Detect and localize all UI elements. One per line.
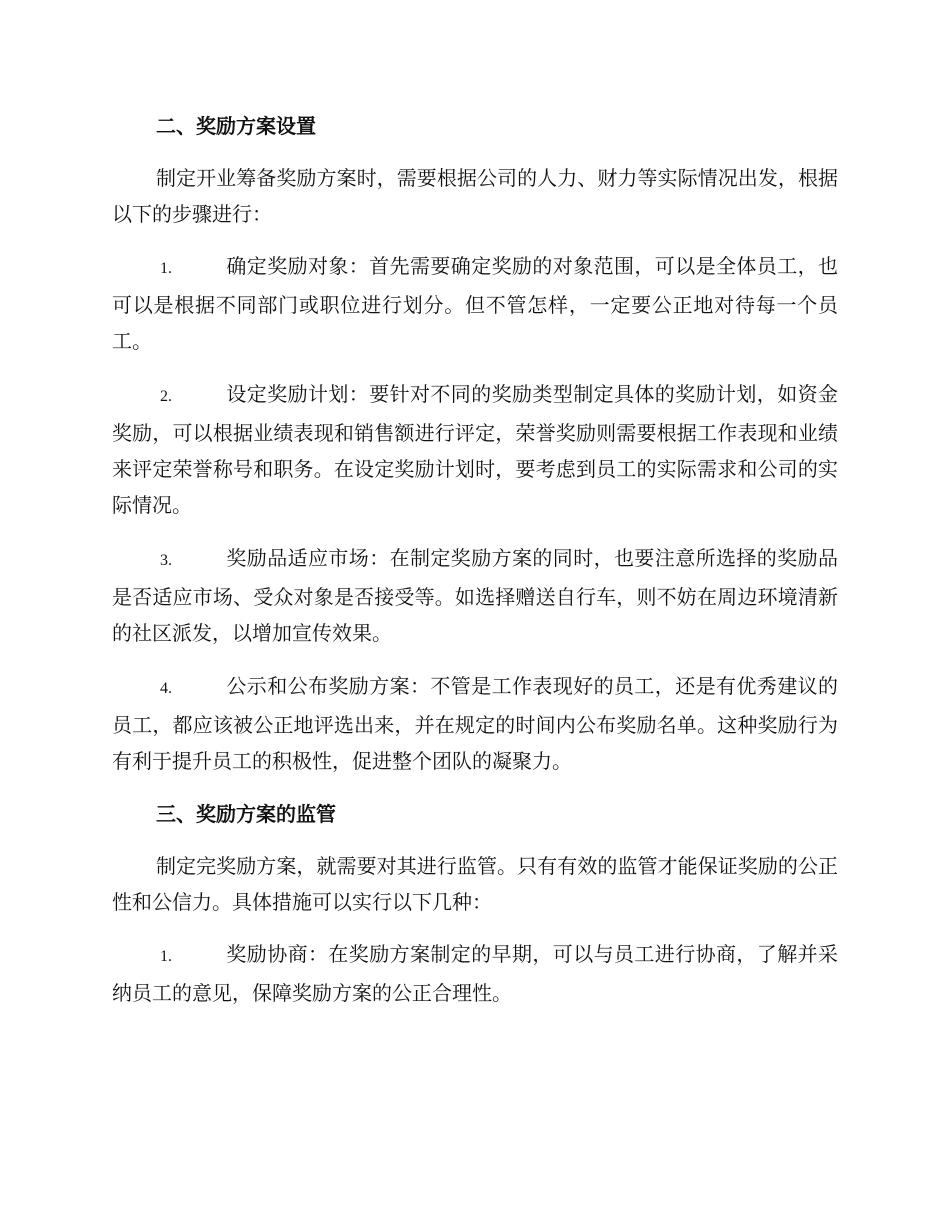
section-heading: 三、奖励方案的监管 — [156, 802, 336, 826]
section-intro: 制定完奖励方案，就需要对其进行监管。只有有效的监管才能保证奖励的公正性和公信力。具体措施可以实行以下几种： — [112, 854, 838, 914]
section-heading: 二、奖励方案设置 — [156, 114, 316, 138]
list-item-number: 4. — [160, 680, 172, 697]
document-page — [112, 108, 838, 1028]
list-item-text: 奖励品适应市场：在制定奖励方案的同时，也要注意所选择的奖励品是否适应市场、受众对象是否接受等。如选择赠送自行车，则不妨在周边环境清新的社区派发，以增加宣传效果。 — [112, 546, 838, 645]
list-item-number: 2. — [160, 388, 172, 405]
list-item — [112, 668, 838, 779]
list-item — [112, 248, 838, 359]
list-item — [112, 540, 838, 651]
list-item — [112, 376, 838, 523]
list-item-text: 奖励协商：在奖励方案制定的早期，可以与员工进行协商，了解并采纳员工的意见，保障奖励方案的公正合理性。 — [112, 942, 838, 1005]
list-item-text: 确定奖励对象：首先需要确定奖励的对象范围，可以是全体员工，也可以是根据不同部门或职位进行划分。但不管怎样，一定要公正地对待每一个员工。 — [112, 254, 838, 353]
list-item — [112, 936, 838, 1011]
list-item-number: 1. — [160, 948, 172, 965]
section-intro: 制定开业筹备奖励方案时，需要根据公司的人力、财力等实际情况出发，根据以下的步骤进行： — [112, 166, 838, 226]
list-item-number: 3. — [160, 552, 172, 569]
list-item-text: 设定奖励计划：要针对不同的奖励类型制定具体的奖励计划，如资金奖励，可以根据业绩表现和销售额进行评定，荣誉奖励则需要根据工作表现和业绩来评定荣誉称号和职务。在设定奖励计划时，要考虑到员工的实际需求和公司的实际情况。 — [112, 382, 838, 517]
list-item-number: 1. — [160, 260, 172, 277]
list-item-text: 公示和公布奖励方案：不管是工作表现好的员工，还是有优秀建议的员工，都应该被公正地评选出来，并在规定的时间内公布奖励名单。这种奖励行为有利于提升员工的积极性，促进整个团队的凝聚力。 — [112, 674, 838, 773]
